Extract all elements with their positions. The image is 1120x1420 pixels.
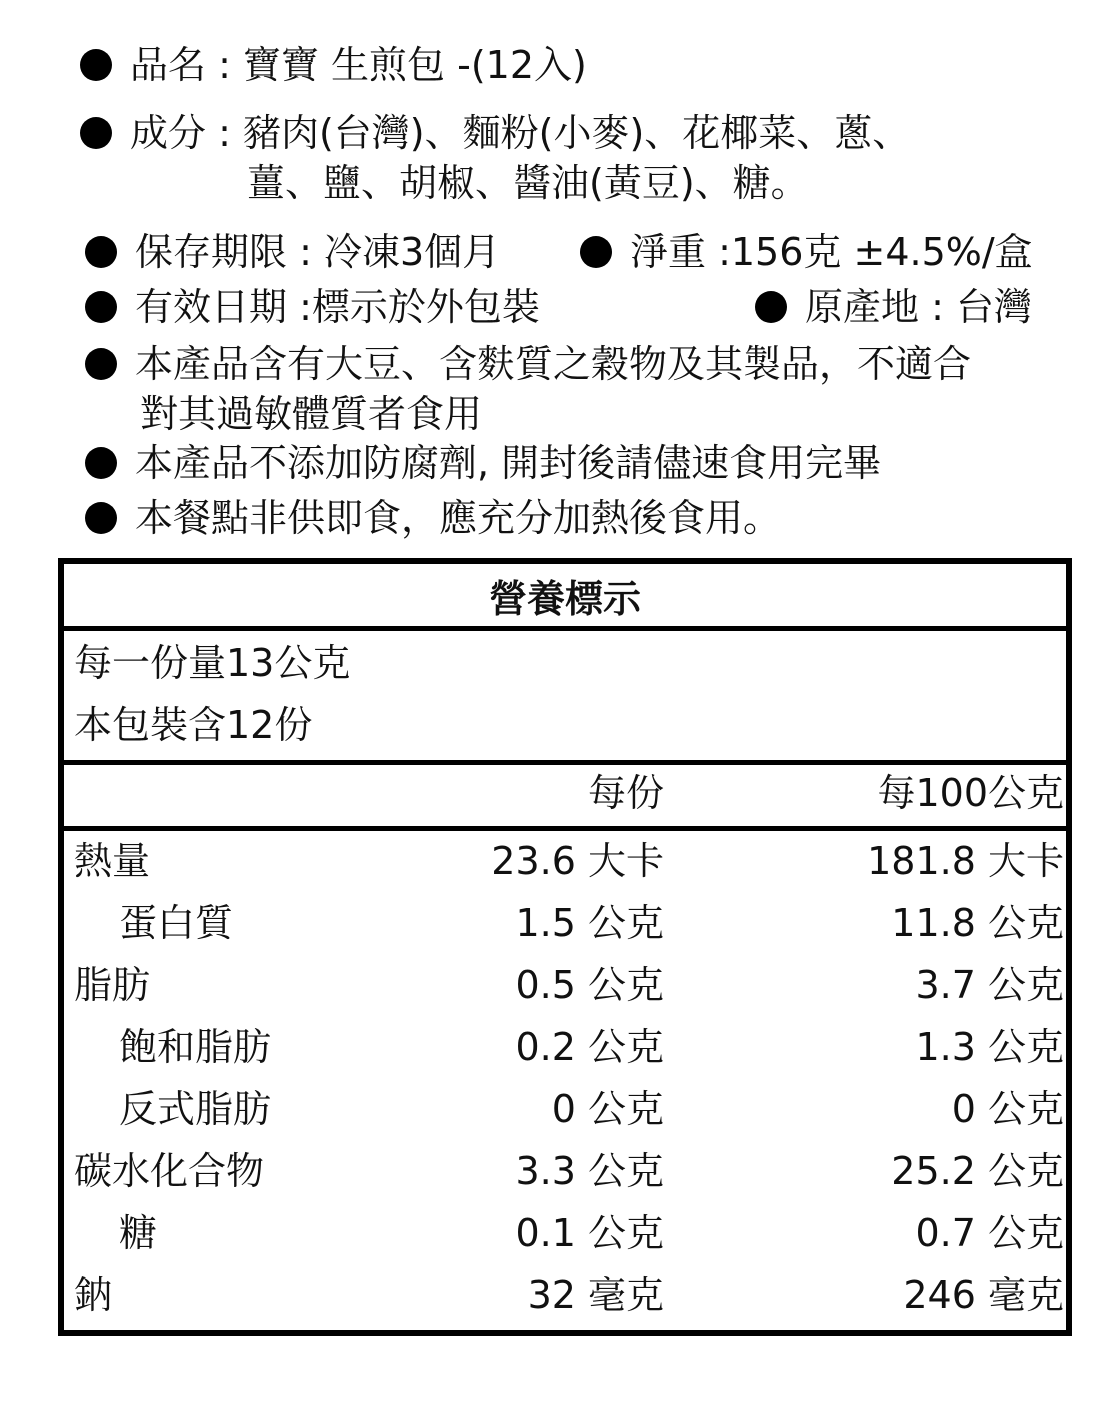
nutrient-per-serving: 0 公克 (551, 1087, 664, 1131)
bullet-icon (85, 236, 117, 268)
bullet-icon (85, 447, 117, 479)
nutrient-per-serving: 32 毫克 (527, 1273, 664, 1317)
nutrient-per-serving: 0.1 公克 (515, 1211, 664, 1255)
bullet-icon (755, 291, 787, 323)
nutrient-per-100g: 1.3 公克 (915, 1025, 1064, 1069)
net-weight: 淨重 :156克 ±4.5%/盒 (630, 230, 1033, 274)
nutrient-per-100g: 0 公克 (951, 1087, 1064, 1131)
bullet-icon (580, 236, 612, 268)
nutrient-name: 蛋白質 (119, 901, 234, 945)
allergen-line-2: 對其過敏體質者食用 (140, 392, 483, 436)
nutrient-name: 糖 (119, 1211, 158, 1255)
nutrient-name: 飽和脂肪 (119, 1025, 272, 1069)
nutrient-per-100g: 11.8 公克 (891, 901, 1064, 945)
expiry-date: 有效日期 :標示於外包裝 (135, 285, 540, 329)
nutrient-per-serving: 0.5 公克 (515, 963, 664, 1007)
column-header-per-serving: 每份 (587, 771, 664, 815)
nutrient-per-serving: 1.5 公克 (515, 901, 664, 945)
nutrient-per-100g: 25.2 公克 (891, 1149, 1064, 1193)
bullet-icon (85, 291, 117, 323)
divider (64, 760, 1066, 765)
product-name: 品名 : 寶寶 生煎包 -(12入) (130, 43, 587, 87)
nutrient-per-serving: 23.6 大卡 (491, 839, 664, 883)
nutrition-title: 營養標示 (488, 577, 641, 621)
bullet-icon (85, 502, 117, 534)
nutrient-name: 脂肪 (74, 963, 151, 1007)
origin: 原產地 : 台灣 (805, 285, 1032, 329)
serving-size: 每一份量13公克 (74, 641, 351, 685)
ingredients-line-1: 成分 : 豬肉(台灣)、麵粉(小麥)、花椰菜、蔥、 (130, 111, 911, 155)
nutrient-per-100g: 246 毫克 (903, 1273, 1064, 1317)
bullet-icon (85, 348, 117, 380)
servings-per-package: 本包裝含12份 (74, 703, 313, 747)
nutrient-name: 碳水化合物 (74, 1149, 265, 1193)
nutrient-per-serving: 3.3 公克 (515, 1149, 664, 1193)
divider (64, 626, 1066, 631)
divider (64, 826, 1066, 831)
nutrient-name: 熱量 (74, 839, 151, 883)
nutrient-per-serving: 0.2 公克 (515, 1025, 664, 1069)
nutrient-per-100g: 181.8 大卡 (867, 839, 1064, 883)
allergen-line-1: 本產品含有大豆、含麩質之穀物及其製品，不適合 (135, 342, 972, 386)
preservative-notice: 本產品不添加防腐劑, 開封後請儘速食用完畢 (135, 441, 882, 485)
nutrient-per-100g: 3.7 公克 (915, 963, 1064, 1007)
nutrient-name: 反式脂肪 (119, 1087, 272, 1131)
column-header-per-100g: 每100公克 (877, 771, 1064, 815)
shelf-life: 保存期限 : 冷凍3個月 (135, 230, 501, 274)
nutrient-name: 鈉 (74, 1273, 113, 1317)
nutrition-panel (58, 558, 1072, 1336)
bullet-icon (80, 117, 112, 149)
ingredients-line-2: 薑、鹽、胡椒、醬油(黃豆)、糖。 (247, 161, 809, 205)
heating-notice: 本餐點非供即食，應充分加熱後食用。 (135, 496, 782, 540)
nutrient-per-100g: 0.7 公克 (915, 1211, 1064, 1255)
bullet-icon (80, 49, 112, 81)
